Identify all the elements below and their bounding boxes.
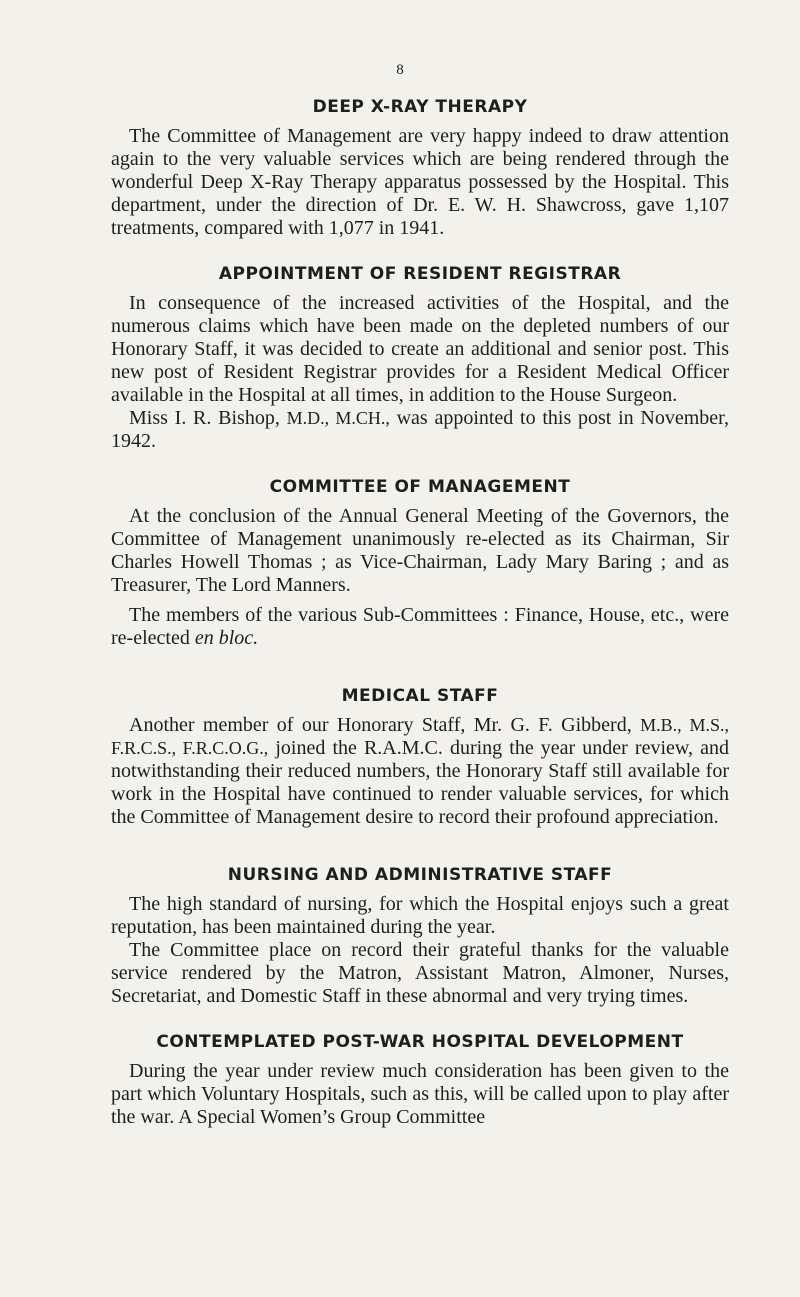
section-heading: CONTEMPLATED POST-WAR HOSPITAL DEVELOPMENT — [156, 1032, 684, 1052]
section-heading: NURSING AND ADMINISTRATIVE STAFF — [227, 865, 613, 885]
text: The members of the various Sub-Committees : Finance, House, etc., were re-elected — [111, 604, 729, 649]
page-number: 8 — [396, 62, 404, 78]
text: joined the R.A.M.C. during the year under review, and notwithstanding their reduced numbers, the Honorary Staff still available for work in the Hospital have continued to render valuable services, for which the Committee of Management desire to record their profound appreciation. — [111, 737, 729, 828]
section-deep-x-ray-therapy — [111, 95, 729, 240]
paragraph: At the conclusion of the Annual General Meeting of the Governors, the Committee of Management unanimously re-elected as its Chairman, Sir Charles Howell Thomas ; as Vice-Chairman, Lady Mary Baring ; and as Treasurer, The Lord Manners. — [111, 505, 729, 596]
paragraph: The Committee place on record their grateful thanks for the valuable service rendered by the Matron, Assistant Matron, Almoner, Nurses, Secretariat, and Domestic Staff in these abnormal and very trying times. — [111, 939, 729, 1007]
text: Another member of our Honorary Staff, Mr. G. F. Gibberd, — [129, 714, 632, 736]
section-heading: COMMITTEE OF MANAGEMENT — [269, 477, 571, 497]
degrees: M.B., M.S., F.R.C.S., F.R.C.O.G., — [111, 715, 730, 758]
degrees: M.D., M.CH., — [286, 408, 390, 428]
paragraph-gibberd — [111, 714, 729, 829]
section-committee-of-management — [111, 475, 729, 650]
italic-text: en bloc. — [194, 627, 259, 649]
section-appointment-of-resident-registrar — [111, 262, 729, 453]
section-heading: APPOINTMENT OF RESIDENT REGISTRAR — [218, 264, 622, 284]
page-content — [111, 95, 729, 1151]
text: Miss I. R. Bishop, — [129, 407, 280, 429]
section-nursing-and-administrative-staff — [111, 863, 729, 1008]
paragraph: The Committee of Management are very happy indeed to draw attention again to the very valuable services which are being rendered through the wonderful Deep X-Ray Therapy apparatus possessed by the Hospital. This department, under the direction of Dr. E. W. H. Shawcross, gave 1,107 treatments, compared with 1,077 in 1941. — [111, 125, 729, 239]
paragraph-bishop-appointment — [111, 407, 729, 453]
paragraph: The high standard of nursing, for which the Hospital enjoys such a great reputation, has been maintained during the year. — [111, 893, 729, 938]
paragraph: In consequence of the increased activities of the Hospital, and the numerous claims which have been made on the depleted numbers of our Honorary Staff, it was decided to create an additional and senior post. This new post of Resident Registrar provides for a Resident Medical Officer available in the Hospital at all times, in addition to the House Surgeon. — [111, 292, 729, 406]
section-heading: MEDICAL STAFF — [341, 686, 499, 706]
paragraph-sub-committees — [111, 604, 729, 650]
section-contemplated-post-war-hospital-development — [111, 1030, 729, 1129]
paragraph: During the year under review much consideration has been given to the part which Voluntary Hospitals, such as this, will be called upon to play after the war. A Special Women’s Group Committee — [111, 1060, 729, 1128]
section-medical-staff — [111, 684, 729, 829]
section-heading: DEEP X-RAY THERAPY — [312, 97, 528, 117]
text: was appointed to this post in November, 1942. — [111, 407, 730, 452]
